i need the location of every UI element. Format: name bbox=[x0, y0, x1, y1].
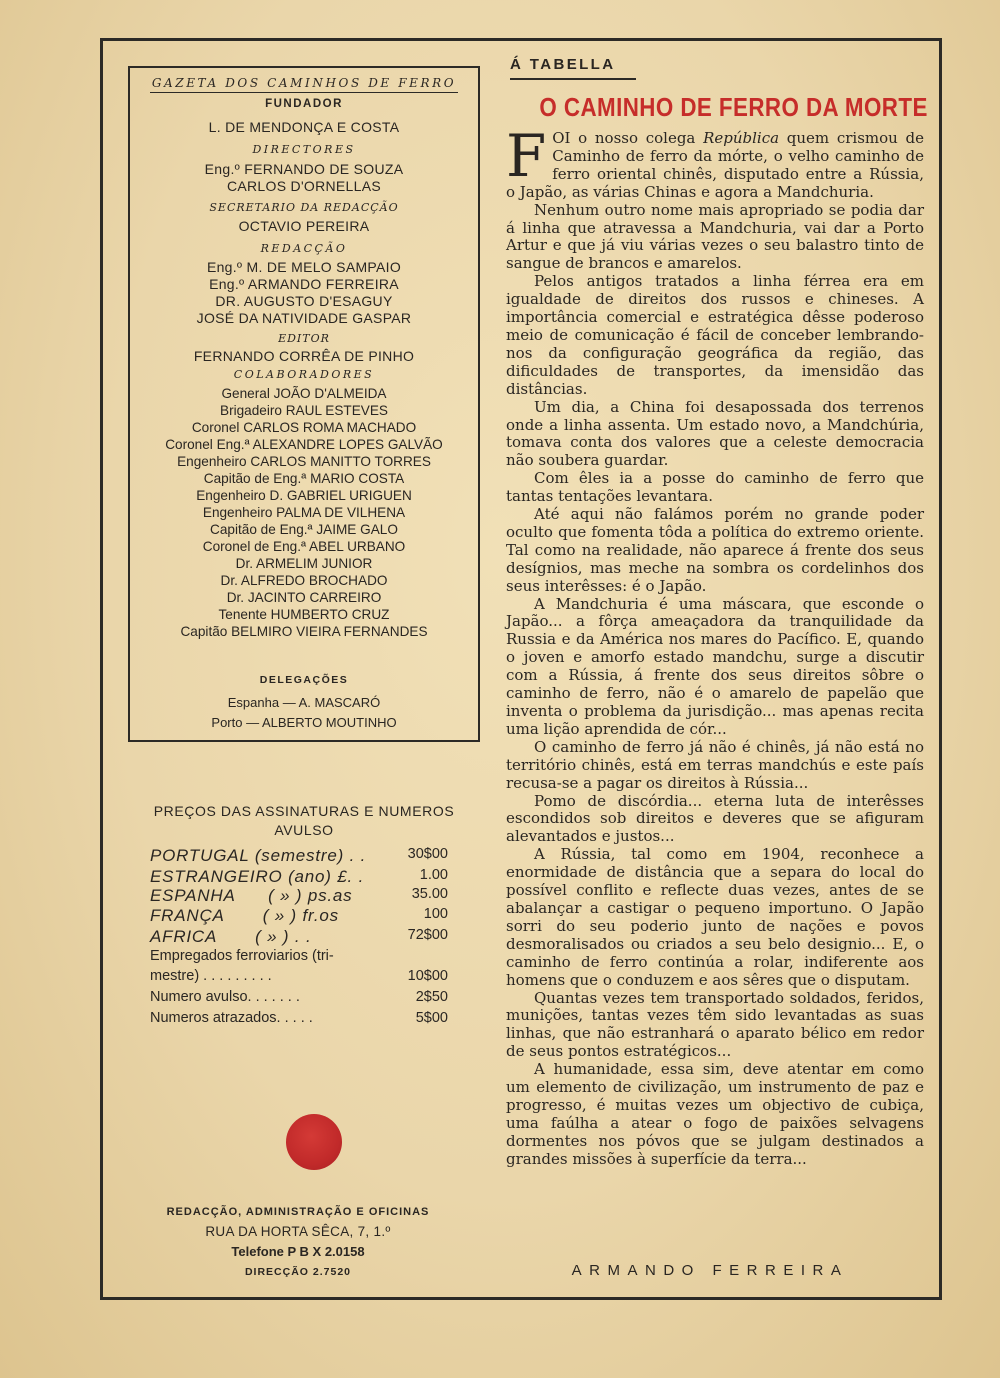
director-1: Eng.º FERNANDO DE SOUZA bbox=[204, 161, 404, 177]
collaborator: General JOÃO D'ALMEIDA bbox=[221, 386, 387, 401]
drop-cap: F bbox=[506, 122, 547, 190]
collaborator: Coronel de Eng.ª ABEL URBANO bbox=[202, 539, 406, 554]
secretary-heading: SECRETARIO DA REDACÇÃO bbox=[209, 201, 399, 214]
editor-heading: EDITOR bbox=[278, 332, 330, 345]
publication-rule bbox=[150, 92, 458, 93]
article-paragraph bbox=[506, 122, 924, 202]
article-author: ARMANDO FERREIRA bbox=[571, 1262, 849, 1279]
article-text: quem crismou de Caminho de ferro da mórte, o velho caminho de ferro oriental chinês, disputado entre a Rússia, o Japão, as várias Chinas e agora a Mandchuria. bbox=[506, 129, 924, 201]
price-value: 100 bbox=[423, 906, 448, 922]
secretary-name: OCTAVIO PEREIRA bbox=[238, 218, 370, 234]
price-label: AFRICA ( » ) . . bbox=[150, 927, 312, 946]
price-label: ESPANHA ( » ) ps.as bbox=[150, 886, 353, 905]
collaborator: Tenente HUMBERTO CRUZ bbox=[218, 607, 390, 622]
article-paragraph: Pelos antigos tratados a linha férrea era em igualdade de direitos dos russos e chineses. A importância comercial e estratégica dêsse poderoso meio de comunicação é fácil de conceber lembrando-nos da configuração geográfica da região, das dificuldades de transportes, da imensidão das distâncias. bbox=[506, 272, 924, 398]
collaborator: Dr. ARMELIM JUNIOR bbox=[235, 556, 373, 571]
price-value: 10$00 bbox=[407, 968, 448, 984]
price-value: 35.00 bbox=[411, 886, 448, 902]
article-paragraph: Nenhum outro nome mais apropriado se podia dar á linha que atravessa a Mandchuria, vai dar a Porto Artur e que já viu várias vezes o seu balastro tinto de sangue de brancos e amarelos. bbox=[506, 200, 924, 273]
collaborator: Engenheiro PALMA DE VILHENA bbox=[202, 505, 406, 520]
masthead-box bbox=[128, 66, 480, 742]
delegations-heading: DELEGAÇÕES bbox=[259, 674, 349, 686]
article-text-emphasis: República bbox=[703, 129, 780, 147]
price-row bbox=[150, 886, 450, 906]
section-tag: Á TABELLA bbox=[510, 56, 616, 73]
collaborator: Engenheiro CARLOS MANITTO TORRES bbox=[177, 454, 431, 469]
red-stamp bbox=[286, 1114, 342, 1170]
address-direction: DIRECÇÃO 2.7520 bbox=[244, 1266, 352, 1278]
delegation-1: Espanha — A. MASCARÓ bbox=[227, 695, 381, 710]
article-paragraph: A Mandchuria é uma máscara, que esconde o Japão... a fôrça ameaçadora da tranquilidade da Russia e da América nos mares do Pacífico. E, quando o joven e amorfo estado mandchu, surge a discutir com a Rússia, á frente dos seus direitos sôbre o caminho de ferro, não é o amarelo de papelão que inventa o problema da jurisdição... mas apenas recita uma lição aprendida de cór... bbox=[506, 594, 924, 738]
price-row bbox=[150, 867, 450, 887]
editorial-member-3: DR. AUGUSTO D'ESAGUY bbox=[215, 293, 393, 309]
director-2: CARLOS D'ORNELLAS bbox=[226, 178, 382, 194]
price-row bbox=[150, 989, 450, 1009]
prices-title-line2: AVULSO bbox=[274, 822, 334, 838]
price-row bbox=[150, 948, 450, 968]
article-paragraph: O caminho de ferro já não é chinês, já não está no território chinês, está em terras mandchús e este país recusa-se a pagar os direitos à Rússia... bbox=[506, 737, 924, 792]
address-phone: Telefone P B X 2.0158 bbox=[231, 1244, 365, 1259]
price-row bbox=[150, 968, 450, 988]
price-label: ESTRANGEIRO (ano) £. . bbox=[150, 867, 365, 886]
price-row bbox=[150, 906, 450, 926]
editorial-member-4: JOSÉ DA NATIVIDADE GASPAR bbox=[196, 310, 412, 326]
price-label: FRANÇA ( » ) fr.os bbox=[150, 906, 339, 925]
article-paragraph: Um dia, a China foi desapossada dos terrenos onde a linha assenta. Um estado novo, a Mandchúria, tomava conta dos valores que a celeste democracia não soubera guardar. bbox=[506, 397, 924, 470]
article-paragraph: Com êles ia a posse do caminho de ferro que tantas tentações levantara. bbox=[506, 469, 924, 506]
editorial-member-2: Eng.º ARMANDO FERREIRA bbox=[209, 276, 399, 292]
article-body bbox=[506, 122, 924, 1169]
collaborator: Brigadeiro RAUL ESTEVES bbox=[220, 403, 388, 418]
prices-title-line1: PREÇOS DAS ASSINATURAS E NUMEROS bbox=[153, 803, 455, 819]
price-value: 72$00 bbox=[407, 927, 448, 943]
article-paragraph: A humanidade, essa sim, deve atentar em como um elemento de civilização, um instrumento de paz e progresso, é muitas vezes um objectivo de cubiça, uma faúlha a atear o fogo de paixões selvagens dormentes nos póvos que se julgam destinados a grandes missões à superfície da terra... bbox=[506, 1060, 924, 1168]
price-value: 2$50 bbox=[415, 989, 448, 1005]
price-label: Numero avulso. . . . . . . bbox=[150, 989, 300, 1005]
editorial-member-1: Eng.º M. DE MELO SAMPAIO bbox=[206, 259, 402, 275]
collaborator: Dr. JACINTO CARREIRO bbox=[226, 590, 382, 605]
publication-name: GAZETA DOS CAMINHOS DE FERRO bbox=[151, 76, 457, 90]
article-paragraph: A Rússia, tal como em 1904, reconhece a enormidade de distância que a separa do local do possível conflito e reflecte duas vezes, antes de se abalançar a castigar o pequeno importuno. O Japão sorri do seu poderio junto de nações e povos desmoralisados ou criados a seu belo designio... E, o caminho de ferro continúa a rolar, indiferente aos homens que o conduzem e aos sêres que o disputam. bbox=[506, 845, 924, 989]
price-row bbox=[150, 927, 450, 947]
collaborator: Capitão de Eng.ª MARIO COSTA bbox=[203, 471, 405, 486]
article-text: OI o nosso colega bbox=[552, 129, 704, 147]
collaborator: Capitão de Eng.ª JAIME GALO bbox=[210, 522, 398, 537]
address-line-2: RUA DA HORTA SÊCA, 7, 1.º bbox=[205, 1224, 391, 1239]
price-label: mestre) . . . . . . . . . bbox=[150, 968, 272, 984]
founder-name: L. DE MENDONÇA E COSTA bbox=[208, 119, 400, 135]
address-line-1: REDACÇÃO, ADMINISTRAÇÃO E OFICINAS bbox=[166, 1206, 430, 1218]
article-title: O CAMINHO DE FERRO DA MORTE bbox=[539, 92, 928, 122]
article-paragraph: Pomo de discórdia... eterna luta de interêsses escondidos sob direitos e deveres que se afiguram alevantados e justos... bbox=[506, 791, 924, 846]
collaborator: Capitão BELMIRO VIEIRA FERNANDES bbox=[180, 624, 428, 639]
price-row bbox=[150, 846, 450, 866]
article-paragraph: Até aqui não falámos porém no grande poder oculto que fomenta tôda a política do extremo oriente. Tal como na realidade, não aparece á frente dos seus desígnios, mas meche na sombra os cordelinhos dos seus interêsses: é o Japão. bbox=[506, 505, 924, 595]
collaborators-heading: COLABORADORES bbox=[233, 368, 375, 381]
price-label: Empregados ferroviarios (tri- bbox=[150, 948, 334, 964]
price-value: 30$00 bbox=[407, 846, 448, 862]
price-label: Numeros atrazados. . . . . bbox=[150, 1010, 313, 1026]
editor-name: FERNANDO CORRÊA DE PINHO bbox=[193, 348, 415, 364]
editorial-heading: REDACÇÃO bbox=[260, 242, 348, 255]
section-tag-rule bbox=[510, 78, 636, 80]
collaborator: Coronel CARLOS ROMA MACHADO bbox=[191, 420, 417, 435]
founder-heading: FUNDADOR bbox=[265, 98, 343, 110]
delegation-2: Porto — ALBERTO MOUTINHO bbox=[211, 715, 397, 730]
price-label: PORTUGAL (semestre) . . bbox=[150, 846, 367, 865]
article-paragraph: Quantas vezes tem transportado soldados, feridos, munições, tantas vezes têm sido levantadas as suas linhas, que não estranhará o aparato bélico em redor de seus pontos estratégicos... bbox=[506, 988, 924, 1061]
price-row bbox=[150, 1010, 450, 1030]
price-value: 1.00 bbox=[419, 867, 448, 883]
directors-heading: DIRECTORES bbox=[252, 143, 356, 156]
price-value: 5$00 bbox=[415, 1010, 448, 1026]
collaborator: Engenheiro D. GABRIEL URIGUEN bbox=[196, 488, 412, 503]
collaborator: Dr. ALFREDO BROCHADO bbox=[220, 573, 388, 588]
collaborator: Coronel Eng.ª ALEXANDRE LOPES GALVÃO bbox=[165, 437, 443, 452]
